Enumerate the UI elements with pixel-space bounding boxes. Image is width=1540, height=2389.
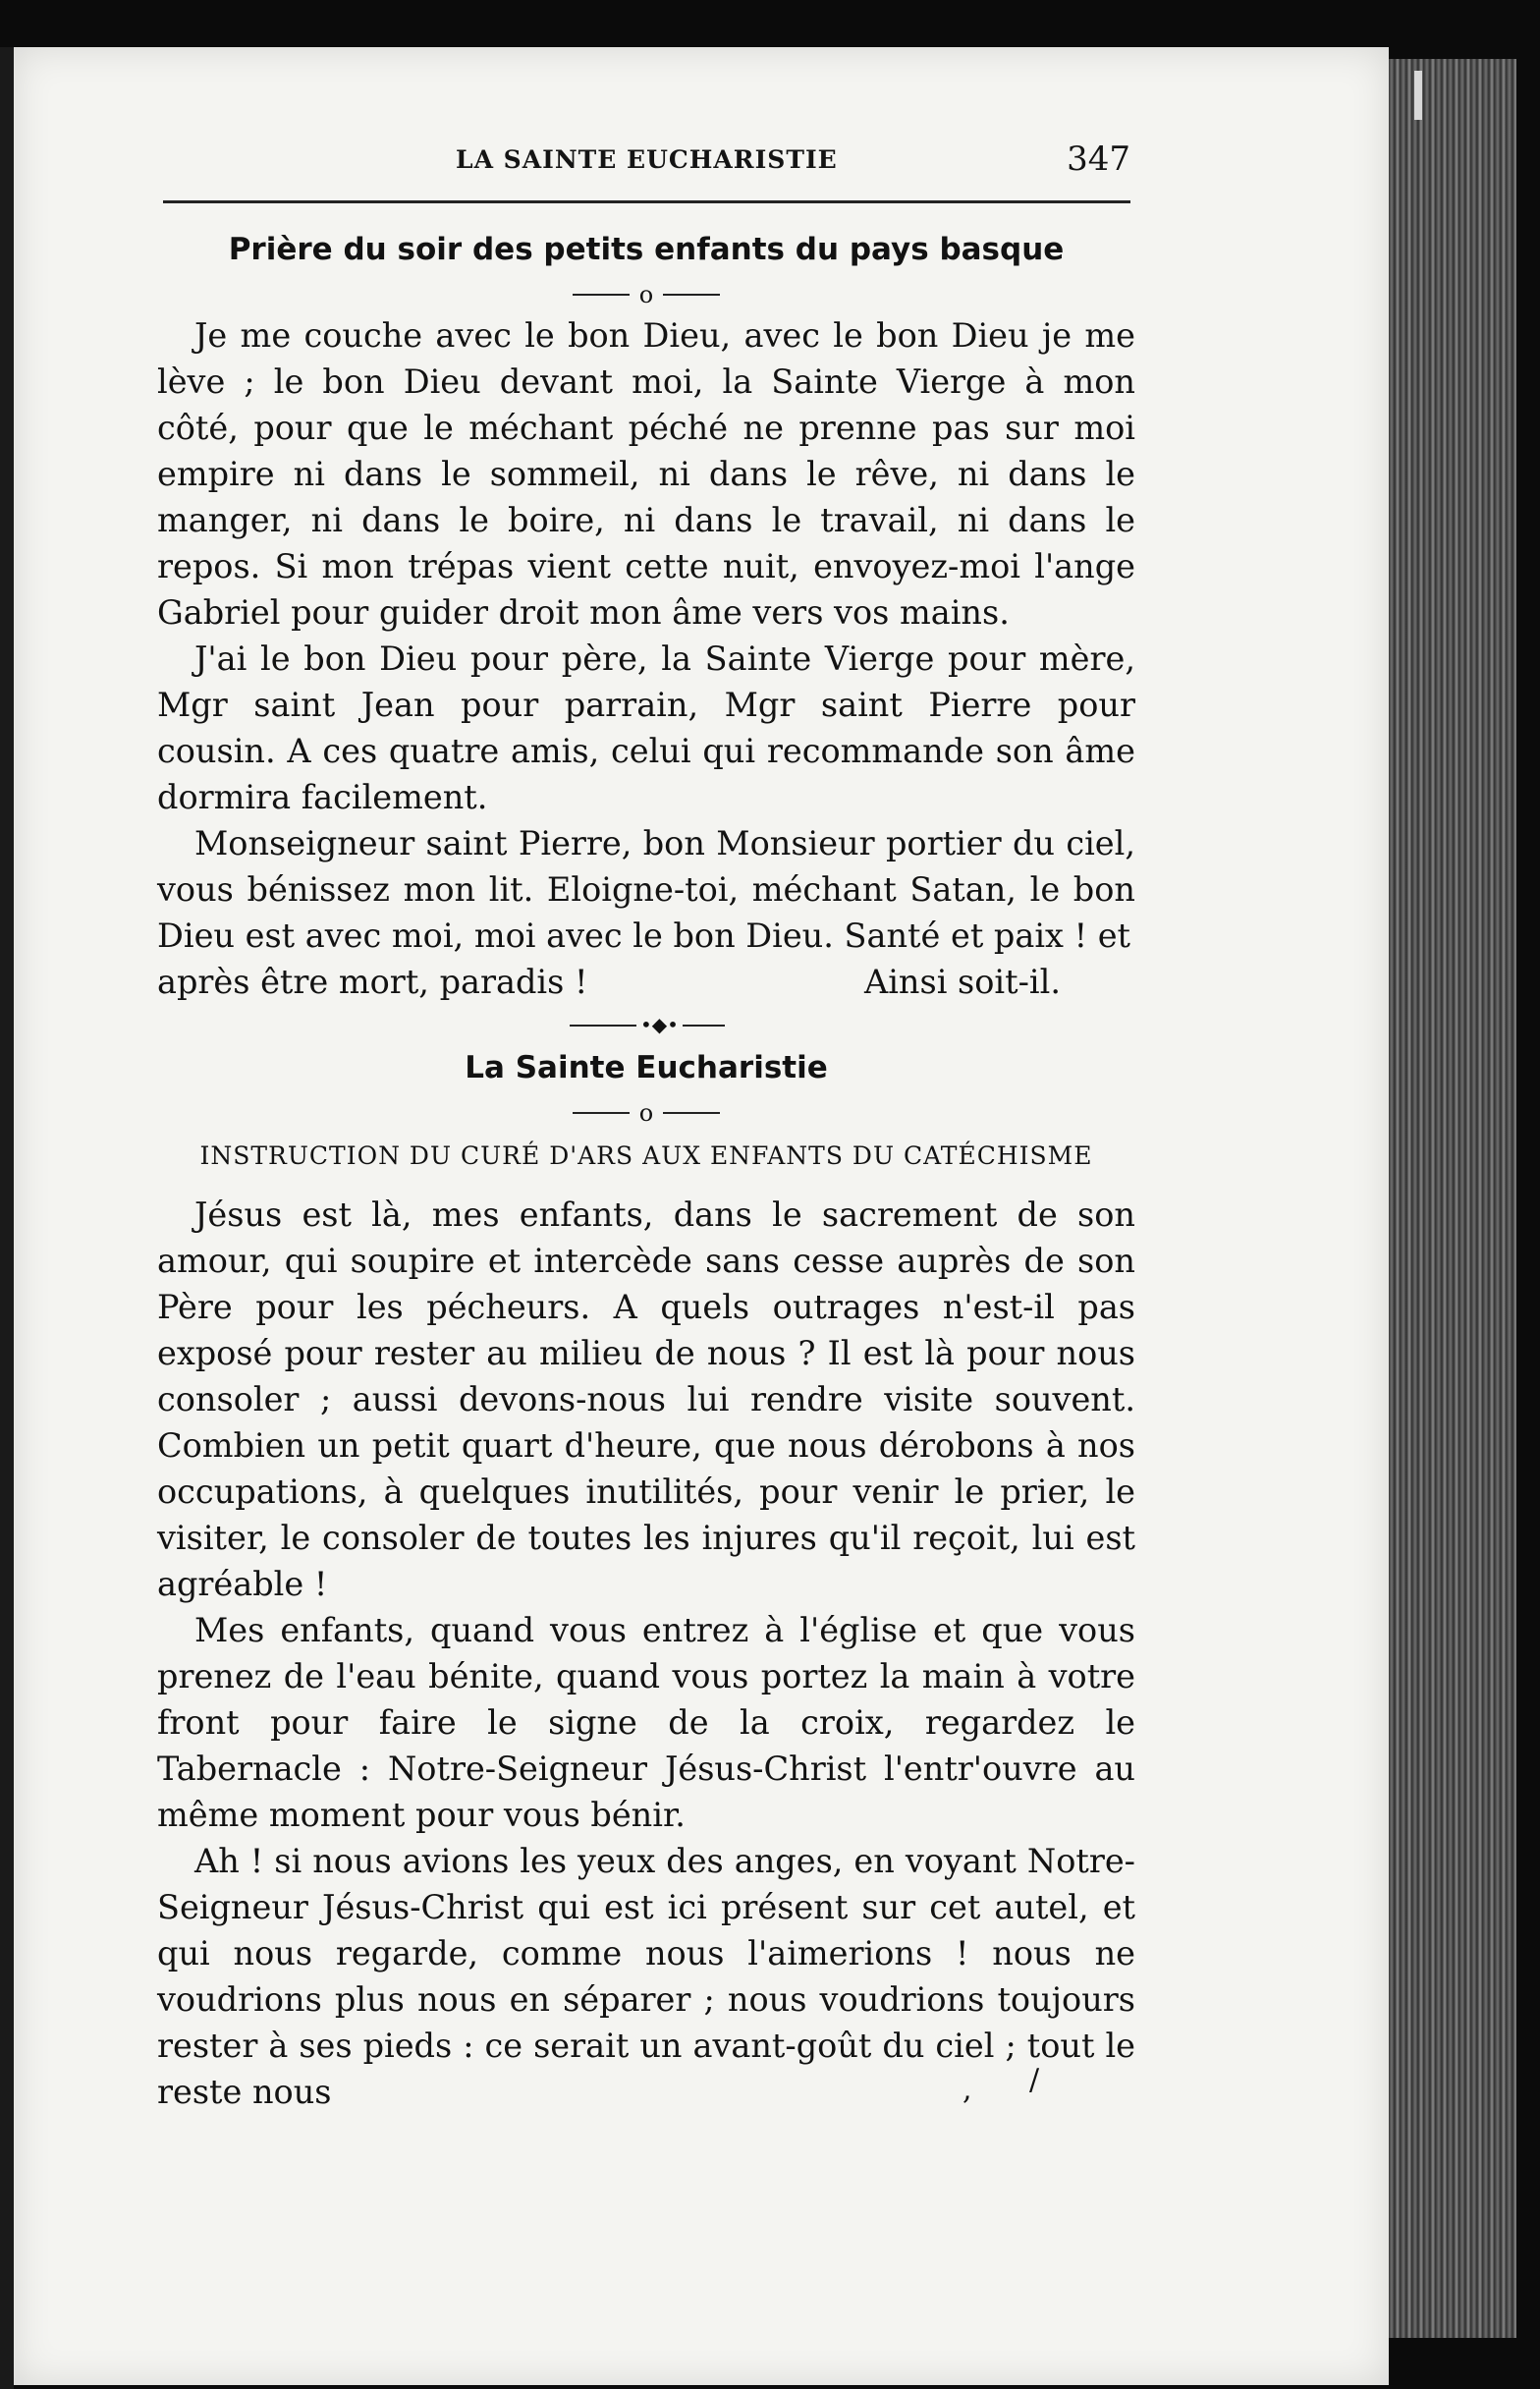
paragraph: Mes enfants, quand vous entrez à l'église et que vous prenez de l'eau bénite, quand vous portez la main à votre front pour faire le signe de la croix, regardez le Tabernacle : Notre-Seigneur Jésus-Christ l'entr'ouvre au même moment pour vous bénir. [157,1611,1135,1834]
paragraph: Ah ! si nous avions les yeux des anges, en voyant Notre-Seigneur Jésus-Christ qui est ici présent sur cet autel, et qui nous regarde, comme nous l'aimerions ! nous ne voudrions plus nous en séparer ; nous voudrions toujours rester à ses pieds : ce serait un avant-goût du ciel ; tout le reste nous [157,1842,1135,2111]
title-separator: o [157,273,1135,312]
page-number: 347 [1067,139,1130,179]
section-title-priere: Prière du soir des petits enfants du pays basque [228,232,1065,267]
closing-line-left: après être mort, paradis ! [157,963,588,1001]
page-body [157,226,1135,2115]
section-title-eucharistie: La Sainte Eucharistie [465,1050,828,1085]
section-ornament: •◆• [157,1005,1135,1044]
page-header [163,138,1130,185]
closing-line [157,959,1135,1005]
closing-line-right: Ainsi soit-il. [864,963,1061,1001]
header-rule [163,200,1130,203]
paragraph: Jésus est là, mes enfants, dans le sacrement de son amour, qui soupire et intercède sans cesse auprès de son Père pour les pécheurs. A quels outrages n'est-il pas exposé pour rester au milieu de nous ? Il est là pour nous consoler ; aussi devons-nous lui rendre visite souvent. Combien un petit quart d'heure, que nous dérobons à nos occupations, à quelques inutilités, pour venir le prier, le visiter, le consoler de toutes les injures qu'il reçoit, lui est agréable ! [157,1195,1135,1603]
paragraph: J'ai le bon Dieu pour père, la Sainte Vierge pour mère, Mgr saint Jean pour parrain, Mgr saint Pierre pour cousin. A ces quatre amis, celui qui recommande son âme dormira facilement. [157,639,1135,816]
stray-mark: / [1029,2063,1040,2097]
page-edge-mark [1414,71,1422,120]
paragraph: Monseigneur saint Pierre, bon Monsieur portier du ciel, vous bénissez mon lit. Eloigne-toi, méchant Satan, le bon Dieu est avec moi, moi avec le bon Dieu. Santé et paix ! et [157,824,1135,955]
stray-mark: , [962,2073,972,2107]
paragraph: Je me couche avec le bon Dieu, avec le bon Dieu je me lève ; le bon Dieu devant moi, la Sainte Vierge à mon côté, pour que le méchant péché ne prenne pas sur moi empire ni dans le sommeil, ni dans le rêve, ni dans le manger, ni dans le boire, ni dans le travail, ni dans le repos. Si mon trépas vient cette nuit, envoyez-moi l'ange Gabriel pour guider droit mon âme vers vos mains. [157,316,1135,632]
page-edges [1389,59,1516,2338]
section-subtitle: INSTRUCTION DU CURÉ D'ARS AUX ENFANTS DU CATÉCHISME [199,1141,1093,1170]
binding-shadow [0,47,14,2389]
title-separator: o [157,1091,1135,1131]
running-title: LA SAINTE EUCHARISTIE [456,145,838,174]
